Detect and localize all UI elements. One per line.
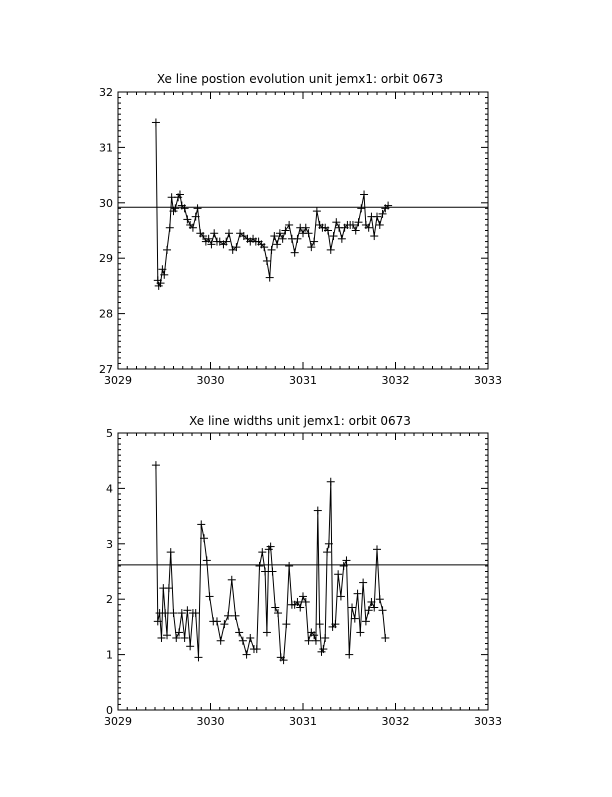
- width-data-point: [312, 637, 320, 645]
- position-data-point: [338, 235, 346, 243]
- width-data-point: [263, 628, 271, 636]
- position-data-point: [360, 190, 368, 198]
- position-xtick-label: 3030: [196, 374, 225, 387]
- position-xtick-label: 3032: [381, 374, 410, 387]
- position-data-point: [266, 274, 274, 282]
- width-data-point: [243, 651, 251, 659]
- width-data-point: [239, 637, 247, 645]
- width-data-point: [316, 620, 324, 628]
- width-xtick-label: 3029: [104, 715, 132, 728]
- width-series-line: [156, 465, 385, 660]
- position-data-point: [225, 229, 233, 237]
- width-chart: [104, 414, 502, 728]
- position-data-point: [166, 224, 174, 232]
- width-data-point: [228, 576, 236, 584]
- width-data-point: [186, 642, 194, 650]
- width-data-point: [334, 570, 342, 578]
- width-data-point: [246, 634, 254, 642]
- width-data-point: [282, 620, 290, 628]
- position-data-point: [327, 246, 335, 254]
- position-data-point: [285, 221, 293, 229]
- width-xtick-label: 3032: [381, 715, 410, 728]
- position-chart-title: Xe line postion evolution unit jemx1: orbit 0673: [156, 72, 444, 86]
- position-data-point: [330, 232, 338, 240]
- width-data-point: [224, 612, 232, 620]
- width-data-point: [170, 609, 178, 617]
- width-data-point: [213, 617, 221, 625]
- width-chart-title: Xe line widths unit jemx1: orbit 0673: [189, 414, 411, 428]
- width-data-point: [268, 568, 276, 576]
- width-ytick-label: 3: [106, 537, 113, 551]
- position-xtick-label: 3031: [289, 374, 317, 387]
- width-data-point: [381, 634, 389, 642]
- position-chart: [99, 72, 502, 387]
- width-data-point: [359, 579, 367, 587]
- width-data-point: [354, 590, 362, 598]
- width-data-point: [337, 592, 345, 600]
- width-ytick-label: 1: [106, 648, 113, 662]
- width-data-point: [362, 617, 370, 625]
- width-ytick-label: 4: [106, 482, 113, 496]
- position-data-point: [376, 221, 384, 229]
- position-ytick-label: 29: [99, 252, 113, 266]
- width-data-point: [152, 461, 160, 469]
- width-data-point: [345, 651, 353, 659]
- width-data-point: [165, 584, 173, 592]
- width-data-point: [305, 637, 313, 645]
- width-data-point: [321, 634, 329, 642]
- position-data-point: [273, 240, 281, 248]
- position-data-point: [370, 232, 378, 240]
- width-data-point: [235, 628, 243, 636]
- position-xtick-label: 3033: [474, 374, 502, 387]
- width-data-point: [181, 634, 189, 642]
- width-ytick-label: 2: [106, 593, 113, 607]
- width-data-point: [285, 562, 293, 570]
- width-data-point: [206, 592, 214, 600]
- position-ytick-label: 28: [99, 307, 113, 321]
- width-data-point: [323, 548, 331, 556]
- width-xtick-label: 3031: [289, 715, 317, 728]
- width-ytick-label: 5: [106, 427, 113, 440]
- position-ytick-label: 32: [99, 86, 113, 99]
- width-data-point: [167, 548, 175, 556]
- width-data-point: [231, 612, 239, 620]
- position-data-point: [263, 257, 271, 265]
- width-ytick-label: 0: [106, 704, 113, 717]
- position-data-point: [268, 246, 276, 254]
- position-ytick-label: 31: [99, 141, 113, 155]
- position-data-point: [210, 229, 218, 237]
- width-data-point: [314, 507, 322, 515]
- position-data-point: [291, 249, 299, 257]
- position-data-point: [293, 235, 301, 243]
- width-data-point: [348, 604, 356, 612]
- width-data-point: [203, 556, 211, 564]
- width-data-point: [373, 545, 381, 553]
- width-chart-plot-frame: [118, 433, 488, 710]
- position-data-point: [313, 207, 321, 215]
- width-data-point: [356, 628, 364, 636]
- position-ytick-label: 30: [99, 196, 113, 210]
- position-series-line: [156, 123, 388, 286]
- width-data-point: [197, 520, 205, 528]
- width-xtick-label: 3030: [196, 715, 225, 728]
- position-xtick-label: 3029: [104, 374, 132, 387]
- width-data-point: [327, 478, 335, 486]
- width-data-point: [379, 606, 387, 614]
- position-data-point: [152, 118, 160, 126]
- width-data-point: [376, 595, 384, 603]
- width-data-point: [220, 620, 228, 628]
- width-data-point: [256, 562, 264, 570]
- position-ytick-label: 27: [99, 363, 113, 376]
- position-data-point: [163, 246, 171, 254]
- width-data-point: [194, 653, 202, 661]
- width-data-point: [217, 637, 225, 645]
- position-data-point: [194, 204, 202, 212]
- position-data-point: [357, 204, 365, 212]
- width-xtick-label: 3033: [474, 715, 502, 728]
